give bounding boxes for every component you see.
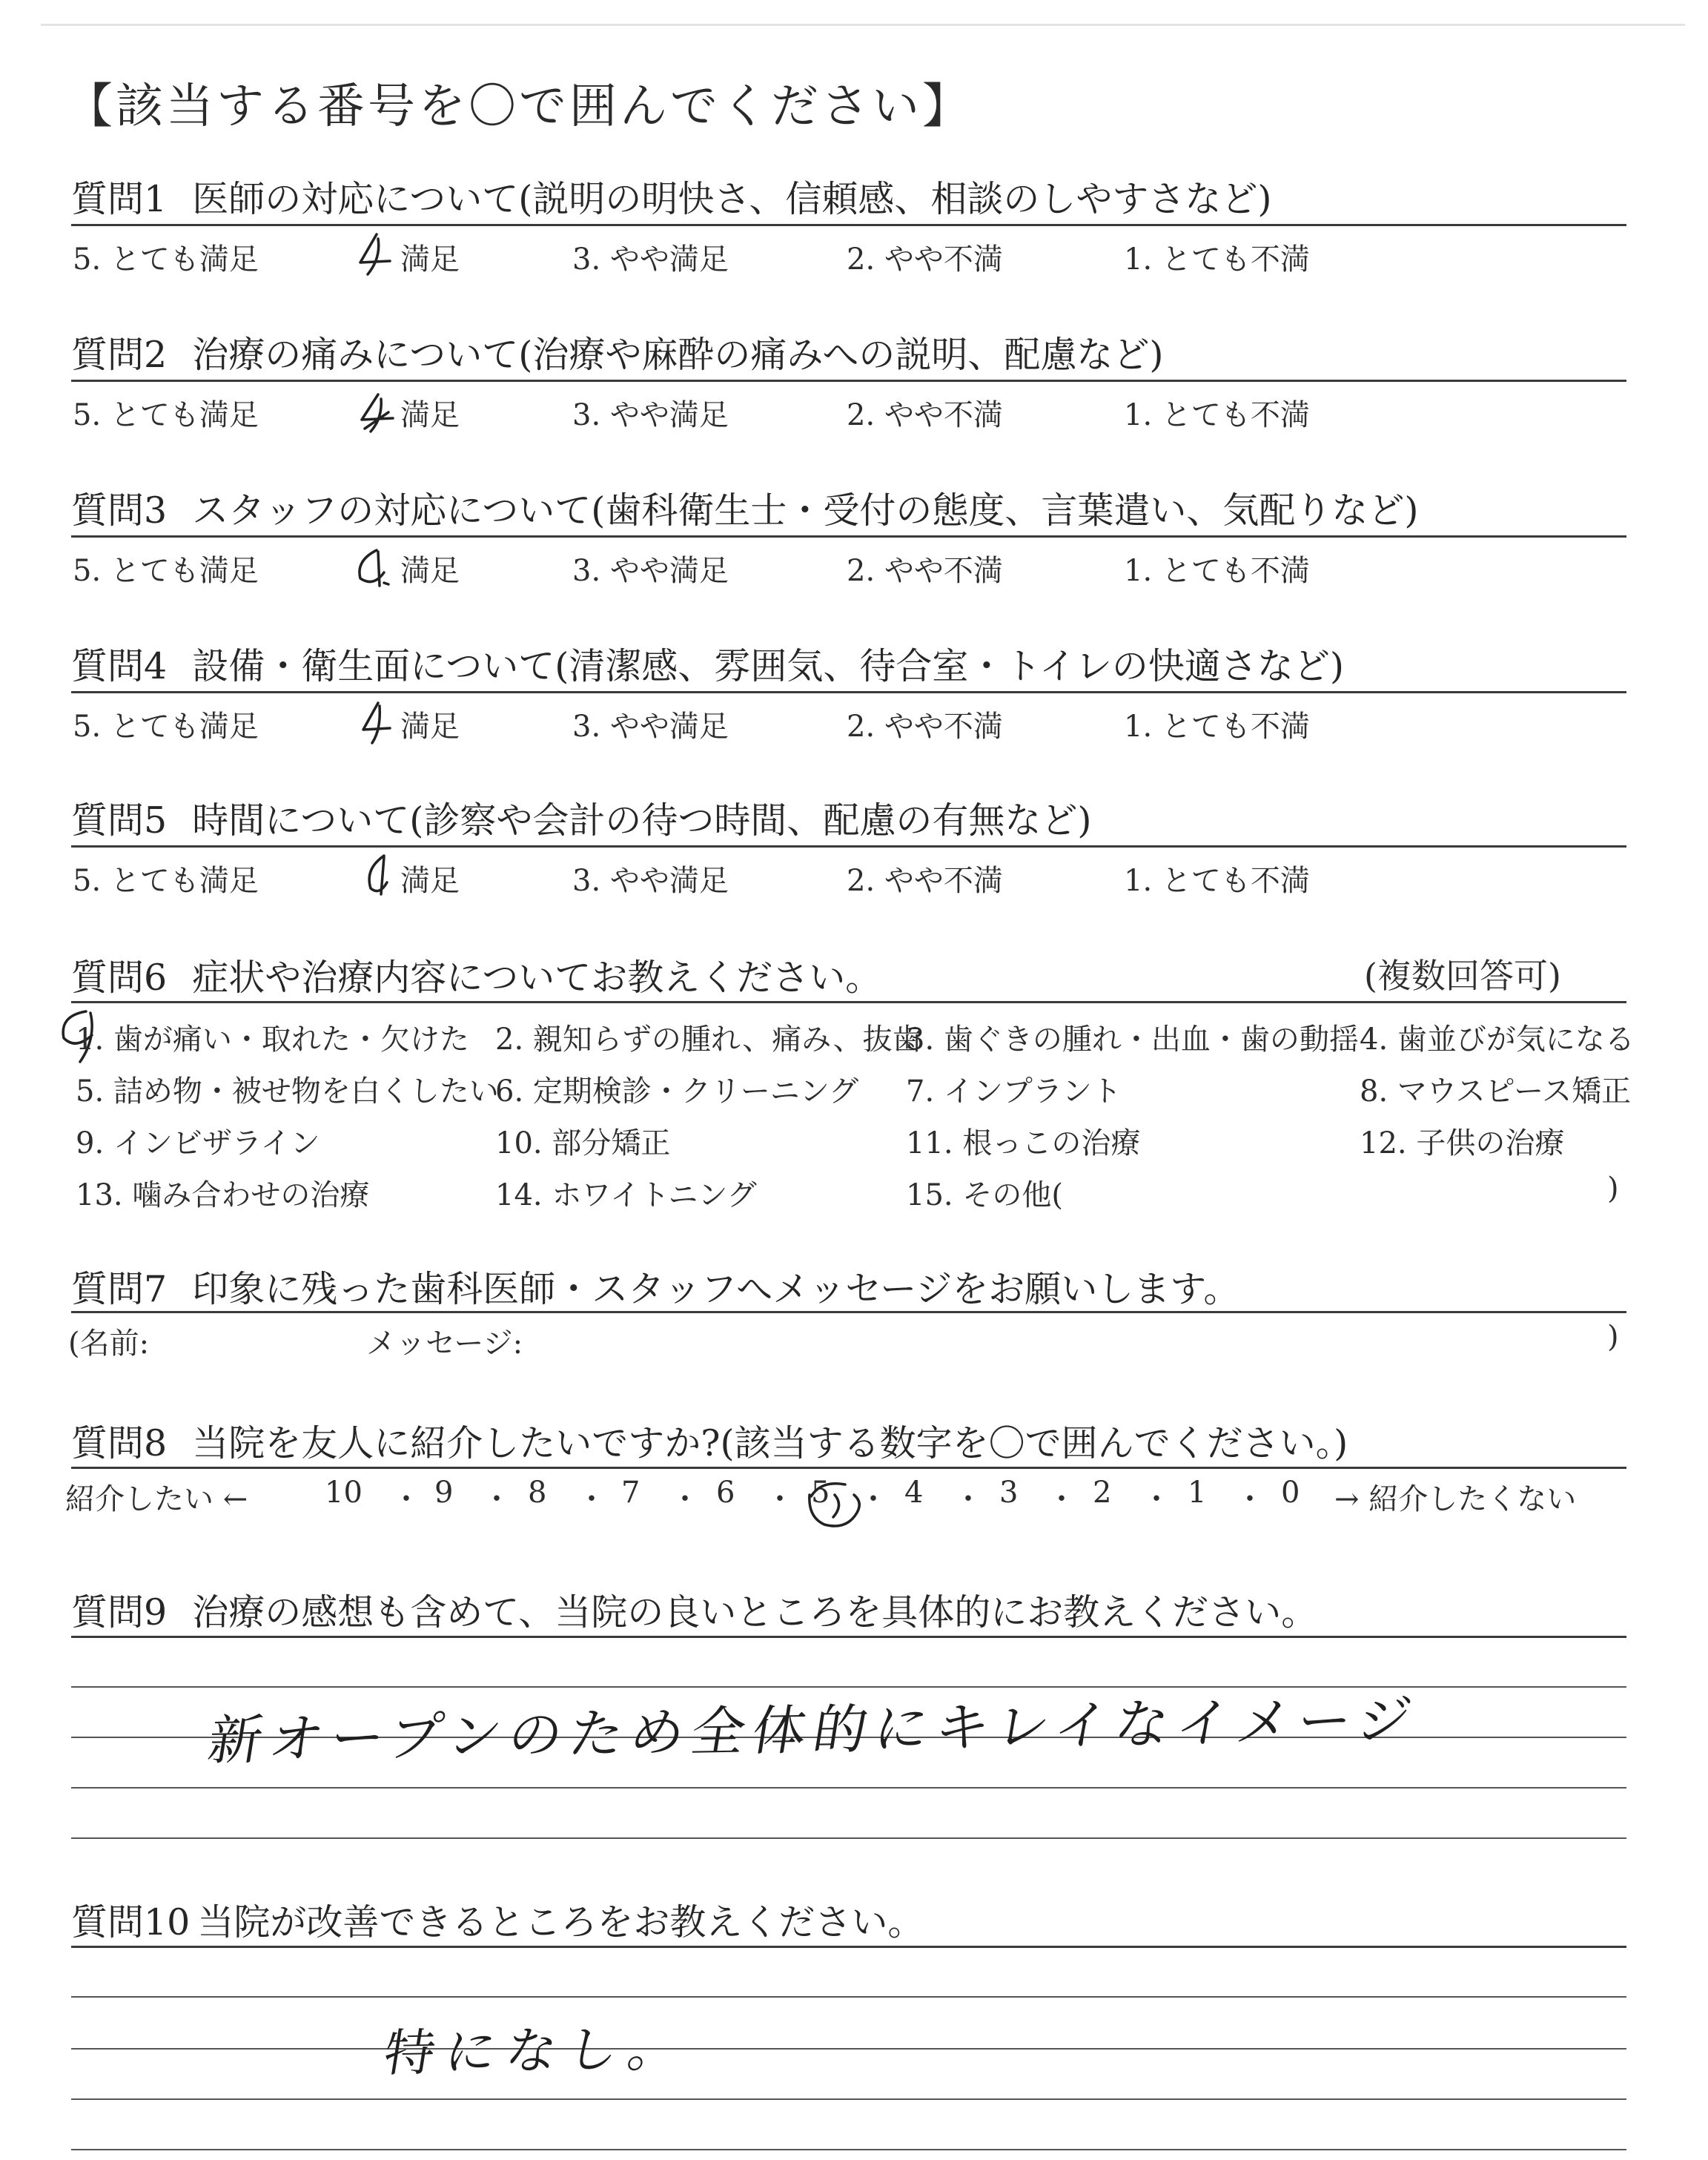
q6-item-2[interactable]: 2. 親知らずの腫れ、痛み、抜歯 (495, 1023, 922, 1057)
scale-dot: ・ (391, 1482, 421, 1516)
answer-line (71, 1787, 1626, 1789)
q2-option-1[interactable]: 1. とても不満 (1124, 398, 1310, 432)
q5-option-1[interactable]: 1. とても不満 (1124, 864, 1310, 898)
question-number: 質問1 (71, 178, 168, 220)
q2-option-3[interactable]: 3. やや満足 (572, 398, 729, 432)
q6-item-14[interactable]: 14. ホワイトニング (495, 1178, 757, 1212)
question-10-rule (71, 1946, 1626, 1948)
q3-option-3[interactable]: 3. やや満足 (572, 554, 729, 588)
q6-item-12[interactable]: 12. 子供の治療 (1360, 1126, 1565, 1160)
scale-dot: ・ (577, 1482, 606, 1516)
answer-line (71, 1996, 1626, 1998)
q6-item-1[interactable]: 1. 歯が痛い・取れた・欠けた (76, 1023, 469, 1057)
q6-item-3[interactable]: 3. 歯ぐきの腫れ・出血・歯の動揺 (906, 1023, 1359, 1057)
q6-item-7[interactable]: 7. インプラント (906, 1074, 1122, 1109)
q1-option-4[interactable]: 満足 (400, 242, 460, 277)
q8-handwritten-circle-5 (805, 1473, 864, 1532)
question-10-heading (71, 1894, 924, 1946)
scale-0[interactable]: 0 (1281, 1476, 1300, 1510)
q2-handwritten-4 (356, 390, 400, 435)
q6-item-8[interactable]: 8. マウスピース矯正 (1360, 1074, 1632, 1109)
question-text: 治療の痛みについて(治療や麻酔の痛みへの説明、配慮など) (192, 334, 1164, 376)
q1-handwritten-4 (354, 231, 399, 276)
question-number: 質問3 (71, 489, 168, 532)
question-number: 質問8 (71, 1422, 168, 1464)
q5-option-4[interactable]: 満足 (400, 864, 460, 898)
q5-mark-stroke (369, 856, 387, 894)
scale-5[interactable]: 5 (811, 1476, 830, 1510)
question-5-heading (71, 792, 1091, 844)
q2-option-4[interactable]: 満足 (400, 398, 460, 432)
question-number: 質問5 (71, 799, 168, 842)
scale-dot: ・ (670, 1482, 700, 1516)
q3-option-2[interactable]: 2. やや不満 (847, 554, 1003, 588)
scale-dot: ・ (858, 1482, 888, 1516)
q4-option-2[interactable]: 2. やや不満 (847, 710, 1003, 744)
q10-handwritten-answer: 特になし。 (380, 2019, 694, 2084)
question-6-heading (71, 949, 881, 1001)
q7-close-paren: ) (1607, 1320, 1619, 1354)
q4-option-3[interactable]: 3. やや満足 (572, 710, 729, 744)
scale-1[interactable]: 1 (1188, 1476, 1207, 1510)
q6-other-close-paren: ) (1607, 1172, 1619, 1206)
question-4-heading (71, 638, 1344, 690)
q4-option-5[interactable]: 5. とても満足 (73, 710, 259, 744)
scale-3[interactable]: 3 (999, 1476, 1019, 1510)
question-number: 質問9 (71, 1591, 168, 1634)
question-number: 質問10 (71, 1901, 191, 1943)
q6-item-6[interactable]: 6. 定期検診・クリーニング (495, 1074, 859, 1109)
multiple-answer-note: (複数回答可) (1364, 956, 1561, 996)
question-5-rule (71, 845, 1626, 848)
scale-7[interactable]: 7 (621, 1476, 640, 1510)
q6-item-15-other[interactable]: 15. その他( (906, 1178, 1063, 1212)
question-7-rule (71, 1311, 1626, 1313)
scale-right-label: → 紹介したくない (1334, 1482, 1577, 1516)
q6-item-4[interactable]: 4. 歯並びが気になる (1360, 1023, 1635, 1057)
scale-dot: ・ (1235, 1482, 1265, 1516)
q3-mark-stroke (360, 550, 388, 586)
q1-mark-stroke (360, 234, 390, 274)
scale-dot: ・ (765, 1482, 795, 1516)
q6-item-9[interactable]: 9. インビザライン (76, 1126, 320, 1160)
question-text: 症状や治療内容についてお教えください。 (192, 957, 882, 999)
question-1-heading (71, 171, 1271, 222)
scale-dot: ・ (1047, 1482, 1076, 1516)
question-7-heading (71, 1261, 1239, 1312)
scale-6[interactable]: 6 (716, 1476, 735, 1510)
q4-option-1[interactable]: 1. とても不満 (1124, 710, 1310, 744)
question-text: 設備・衛生面について(清潔感、雰囲気、待合室・トイレの快適さなど) (192, 645, 1344, 687)
scale-4[interactable]: 4 (904, 1476, 924, 1510)
question-9-heading (71, 1584, 1317, 1636)
q7-name-label: (名前: (68, 1327, 150, 1361)
answer-line (71, 2098, 1626, 2100)
q5-option-2[interactable]: 2. やや不満 (847, 864, 1003, 898)
question-text: 医師の対応について(説明の明快さ、信頼感、相談のしやすさなど) (192, 178, 1272, 220)
question-3-rule (71, 535, 1626, 538)
q6-item-10[interactable]: 10. 部分矯正 (495, 1126, 671, 1160)
q1-option-3[interactable]: 3. やや満足 (572, 242, 729, 277)
question-text: 当院を友人に紹介したいですか?(該当する数字を〇で囲んでください。) (192, 1422, 1348, 1464)
answer-line (71, 1837, 1626, 1839)
question-2-rule (71, 380, 1626, 382)
q2-mark-stroke (362, 394, 393, 432)
q2-option-5[interactable]: 5. とても満足 (73, 398, 259, 432)
question-2-heading (71, 326, 1163, 378)
question-1-rule (71, 224, 1626, 226)
scale-9[interactable]: 9 (434, 1476, 454, 1510)
q7-message-label: メッセージ: (366, 1327, 523, 1361)
question-text: 治療の感想も含めて、当院の良いところを具体的にお教えください。 (192, 1591, 1318, 1634)
scale-dot: ・ (1142, 1482, 1171, 1516)
q5-handwritten-4 (359, 853, 403, 897)
question-6-rule (71, 1001, 1626, 1003)
question-number: 質問4 (71, 645, 168, 687)
question-8-heading (71, 1415, 1348, 1467)
scale-10[interactable]: 10 (325, 1476, 363, 1510)
question-number: 質問6 (71, 957, 168, 999)
scale-left-label: 紹介したい ← (65, 1482, 248, 1516)
q5-option-3[interactable]: 3. やや満足 (572, 864, 729, 898)
q1-option-1[interactable]: 1. とても不満 (1124, 242, 1310, 277)
scale-dot: ・ (953, 1482, 983, 1516)
answer-line (71, 2149, 1626, 2150)
q3-option-1[interactable]: 1. とても不満 (1124, 554, 1310, 588)
question-9-rule (71, 1636, 1626, 1638)
question-number: 質問7 (71, 1268, 168, 1310)
page-top-border (41, 24, 1685, 26)
q4-mark-stroke (363, 703, 390, 743)
question-text: スタッフの対応について(歯科衛生士・受付の態度、言葉遣い、気配りなど) (192, 489, 1419, 532)
q1-option-2[interactable]: 2. やや不満 (847, 242, 1003, 277)
q6-item-5[interactable]: 5. 詰め物・被せ物を白くしたい (76, 1074, 499, 1109)
question-4-rule (71, 691, 1626, 693)
scale-8[interactable]: 8 (528, 1476, 547, 1510)
scale-2[interactable]: 2 (1093, 1476, 1112, 1510)
q4-handwritten-4 (356, 700, 400, 744)
answer-line (71, 2048, 1626, 2050)
q3-option-4[interactable]: 満足 (400, 554, 460, 588)
q6-item-13[interactable]: 13. 噛み合わせの治療 (76, 1178, 370, 1212)
question-8-rule (71, 1467, 1626, 1469)
q5-option-5[interactable]: 5. とても満足 (73, 864, 259, 898)
q2-option-2[interactable]: 2. やや不満 (847, 398, 1003, 432)
question-text: 当院が改善できるところをお教えください。 (197, 1901, 924, 1943)
q3-handwritten-4 (351, 546, 396, 590)
q6-item-11[interactable]: 11. 根っこの治療 (906, 1126, 1141, 1160)
question-number: 質問2 (71, 334, 168, 376)
question-text: 時間について(診察や会計の待つ時間、配慮の有無など) (192, 799, 1092, 842)
scale-dot: ・ (482, 1482, 512, 1516)
question-3-heading (71, 482, 1418, 534)
q8-mark-stroke (810, 1484, 859, 1526)
q3-option-5[interactable]: 5. とても満足 (73, 554, 259, 588)
question-text: 印象に残った歯科医師・スタッフへメッセージをお願いします。 (192, 1268, 1240, 1310)
q9-handwritten-answer: 新オープンのため全体的にキレイなイメージ (203, 1688, 1424, 1772)
q4-option-4[interactable]: 満足 (400, 710, 460, 744)
q1-option-5[interactable]: 5. とても満足 (73, 242, 259, 277)
survey-title: 【該当する番号を〇で囲んでください】 (65, 79, 973, 134)
